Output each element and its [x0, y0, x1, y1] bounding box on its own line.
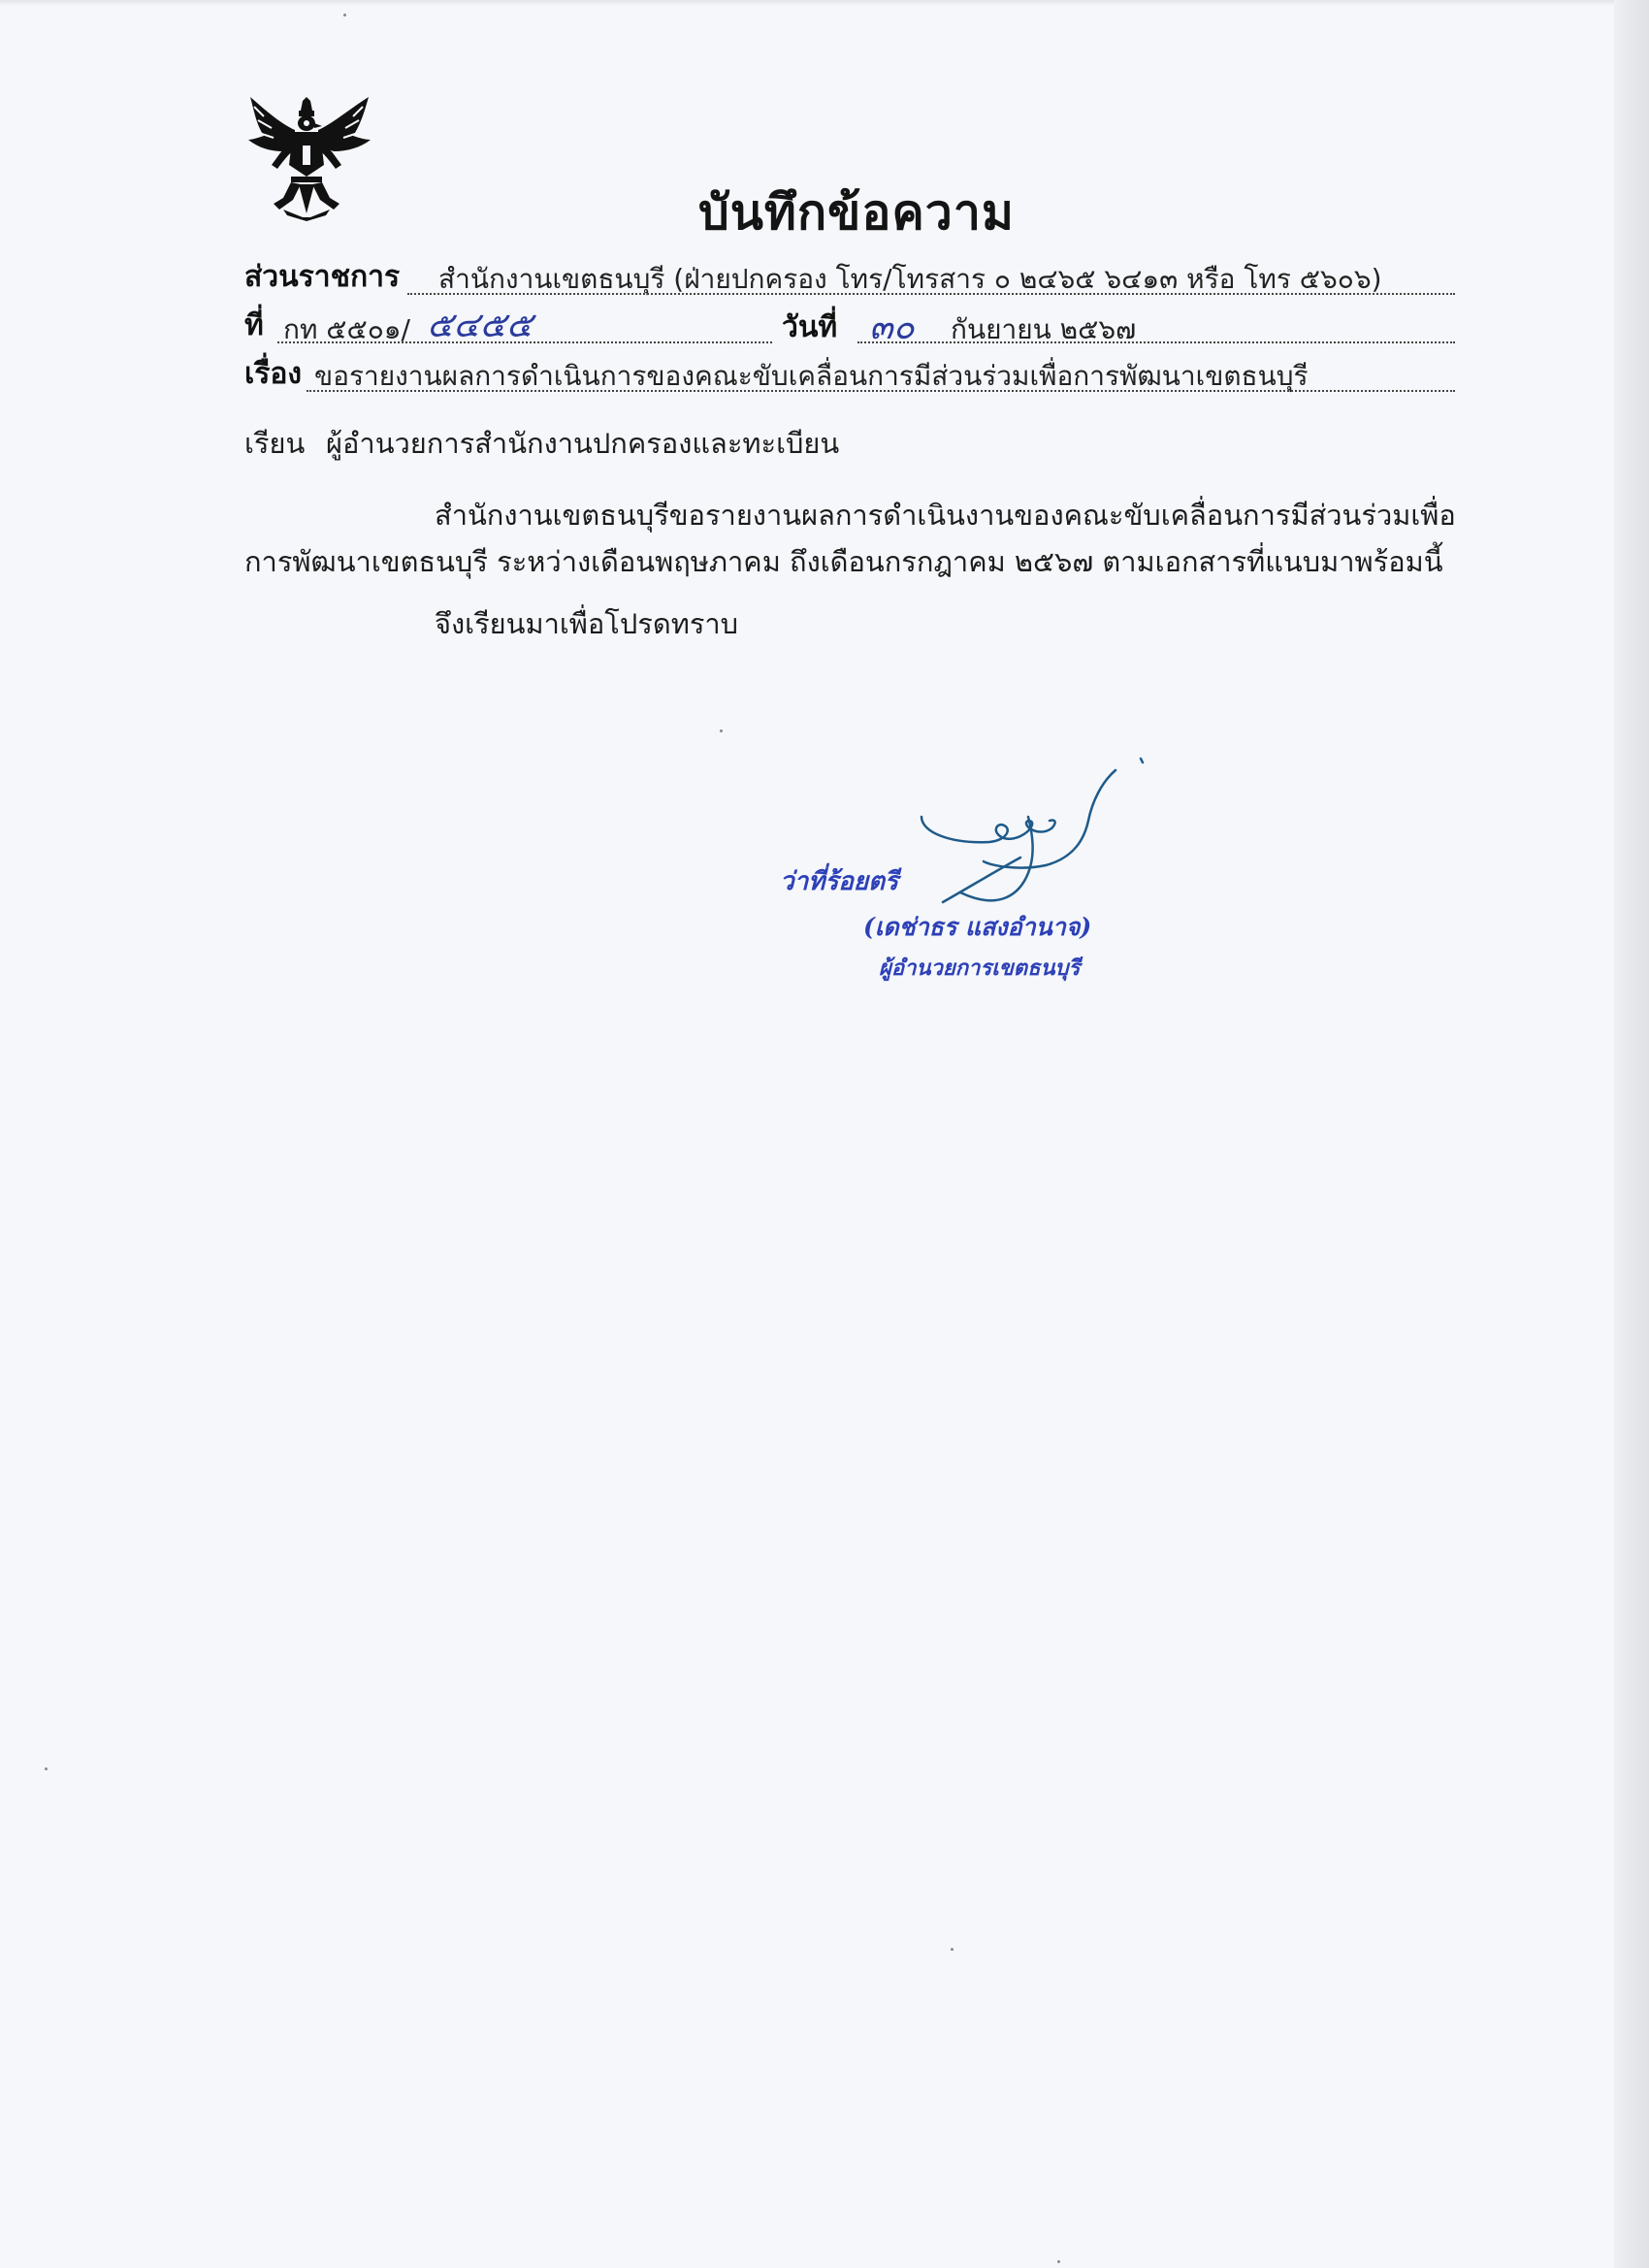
handwritten-signature	[912, 757, 1203, 931]
agency-value: สำนักงานเขตธนบุรี (ฝ่ายปกครอง โทร/โทรสาร ๐ ๒๔๖๕ ๖๔๑๓ หรือ โทร ๕๖๐๖)	[438, 263, 1382, 295]
scan-speck	[343, 14, 346, 16]
agency-row	[244, 254, 400, 297]
closing-line: จึงเรียนมาเพื่อโปรดทราบ	[435, 607, 739, 640]
date-dotted-line	[857, 341, 1455, 343]
signatory-name-stamp: (เดช่าธร แสงอำนาจ)	[863, 913, 1092, 941]
subject-dotted-line	[307, 390, 1455, 392]
scan-speck	[1057, 2260, 1060, 2263]
date-month-year: กันยายน ๒๕๖๗	[951, 313, 1137, 345]
scan-speck	[45, 1767, 48, 1770]
date-label: วันที่	[782, 310, 838, 344]
reference-label: ที่	[244, 308, 264, 342]
reference-row	[244, 303, 264, 345]
subject-label: เรื่อง	[244, 357, 303, 391]
body-line-2: การพัฒนาเขตธนบุรี ระหว่างเดือนพฤษภาคม ถึงเดือนกรกฎาคม ๒๕๖๗ ตามเอกสารที่แนบมาพร้อมนี้	[244, 545, 1443, 578]
signatory-position-stamp: ผู้อำนวยการเขตธนบุรี	[879, 956, 1081, 981]
reference-dotted-line	[277, 341, 772, 343]
subject-row	[244, 351, 302, 394]
salutation-label: เรียน	[244, 427, 306, 460]
subject-value: ขอรายงานผลการดำเนินการของคณะขับเคลื่อนการมีส่วนร่วมเพื่อการพัฒนาเขตธนบุรี	[314, 360, 1309, 392]
document-title: บันทึกข้อความ	[698, 184, 1015, 241]
body-line-1: สำนักงานเขตธนบุรีขอรายงานผลการดำเนินงานของคณะขับเคลื่อนการมีส่วนร่วมเพื่อ	[435, 499, 1456, 532]
garuda-emblem-icon	[244, 97, 374, 221]
reference-prefix: กท ๕๕๐๑/	[283, 313, 410, 345]
scan-edge-right	[1614, 0, 1649, 2268]
agency-dotted-line	[407, 293, 1455, 295]
date-day-handwritten: ๓๐	[869, 308, 915, 347]
scan-edge-top	[0, 0, 1649, 6]
reference-number-handwritten: ๕๔๕๕	[427, 306, 533, 345]
salutation-value: ผู้อำนวยการสำนักงานปกครองและทะเบียน	[326, 427, 840, 460]
agency-label: ส่วนราชการ	[244, 260, 401, 294]
scan-speck	[951, 1948, 954, 1951]
signatory-rank-stamp: ว่าที่ร้อยตรี	[780, 867, 899, 896]
scan-speck	[720, 729, 723, 732]
